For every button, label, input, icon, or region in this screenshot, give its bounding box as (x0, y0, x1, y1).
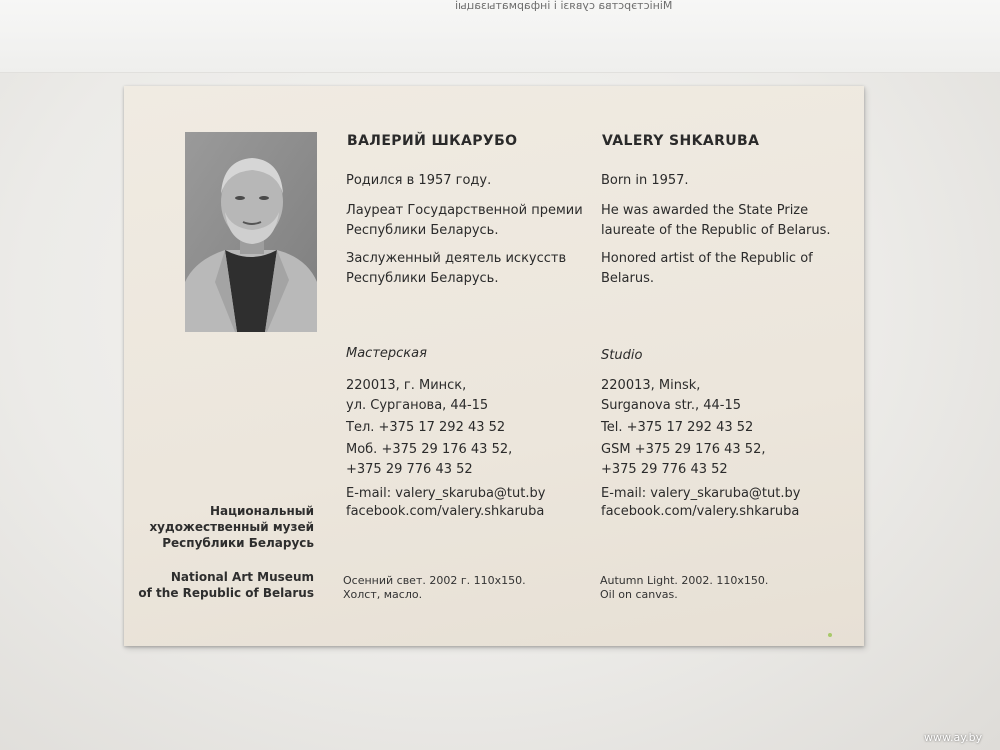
watermark-text: www.ay.by (924, 731, 983, 744)
honored-ru-line1: Заслуженный деятель искусств (346, 251, 567, 266)
honored-en-line1: Honored artist of the Republic of (601, 251, 813, 266)
museum-ru-line1: Национальный (209, 504, 314, 518)
museum-en-line1: National Art Museum (170, 570, 314, 584)
address-ru-line2: ул. Сурганова, 44-15 (346, 398, 489, 413)
museum-ru-line3: Республики Беларусь (162, 536, 314, 550)
born-en: Born in 1957. (601, 173, 689, 188)
museum-en-line2: of the Republic of Belarus (138, 586, 314, 600)
email-en: E-mail: valery_skaruba@tut.by (601, 486, 801, 501)
painting-caption-ru-line2: Холст, масло. (343, 588, 423, 601)
prize-ru-line2: Республики Беларусь. (346, 223, 499, 238)
facebook-ru: facebook.com/valery.shkaruba (346, 504, 545, 519)
painting-caption-ru-line1: Осенний свет. 2002 г. 110x150. (343, 574, 526, 587)
mobile-ru-line2: +375 29 776 43 52 (346, 462, 473, 477)
prize-ru-line1: Лауреат Государственной премии (346, 203, 583, 218)
prize-en-line2: laureate of the Republic of Belarus. (601, 223, 831, 238)
museum-name-en (138, 569, 314, 601)
address-en-line2: Surganova str., 44-15 (601, 398, 742, 413)
stain-mark (828, 633, 832, 637)
tel-en: Tel. +375 17 292 43 52 (601, 420, 754, 435)
tel-ru: Тел. +375 17 292 43 52 (346, 420, 506, 435)
artist-name-en: VALERY SHKARUBA (602, 133, 760, 149)
facebook-en: facebook.com/valery.shkaruba (601, 504, 800, 519)
museum-ru-line2: художественный музей (149, 520, 314, 534)
honored-ru-line2: Республики Беларусь. (346, 271, 499, 286)
mobile-en-line1: GSM +375 29 176 43 52, (601, 442, 766, 457)
mobile-ru-line1: Моб. +375 29 176 43 52, (346, 442, 513, 457)
mobile-en-line2: +375 29 776 43 52 (601, 462, 728, 477)
painting-caption-en-line1: Autumn Light. 2002. 110x150. (600, 574, 769, 587)
artist-portrait-photo (185, 132, 317, 332)
museum-name-ru (149, 503, 314, 551)
address-ru-line1: 220013, г. Минск, (346, 378, 467, 393)
studio-label-en: Studio (601, 348, 643, 363)
mirrored-print-text: Міністэрства сувязі і інфарматызацыі (455, 0, 673, 12)
honored-en-line2: Belarus. (601, 271, 654, 286)
painting-caption-en-line2: Oil on canvas. (600, 588, 678, 601)
prize-en-line1: He was awarded the State Prize (601, 203, 809, 218)
postcard-back (124, 86, 864, 646)
artist-name-ru: ВАЛЕРИЙ ШКАРУБО (347, 133, 518, 149)
address-en-line1: 220013, Minsk, (601, 378, 701, 393)
background-top-strip (0, 0, 1000, 73)
born-ru: Родился в 1957 году. (346, 173, 492, 188)
email-ru: E-mail: valery_skaruba@tut.by (346, 486, 546, 501)
studio-label-ru: Мастерская (346, 346, 427, 361)
